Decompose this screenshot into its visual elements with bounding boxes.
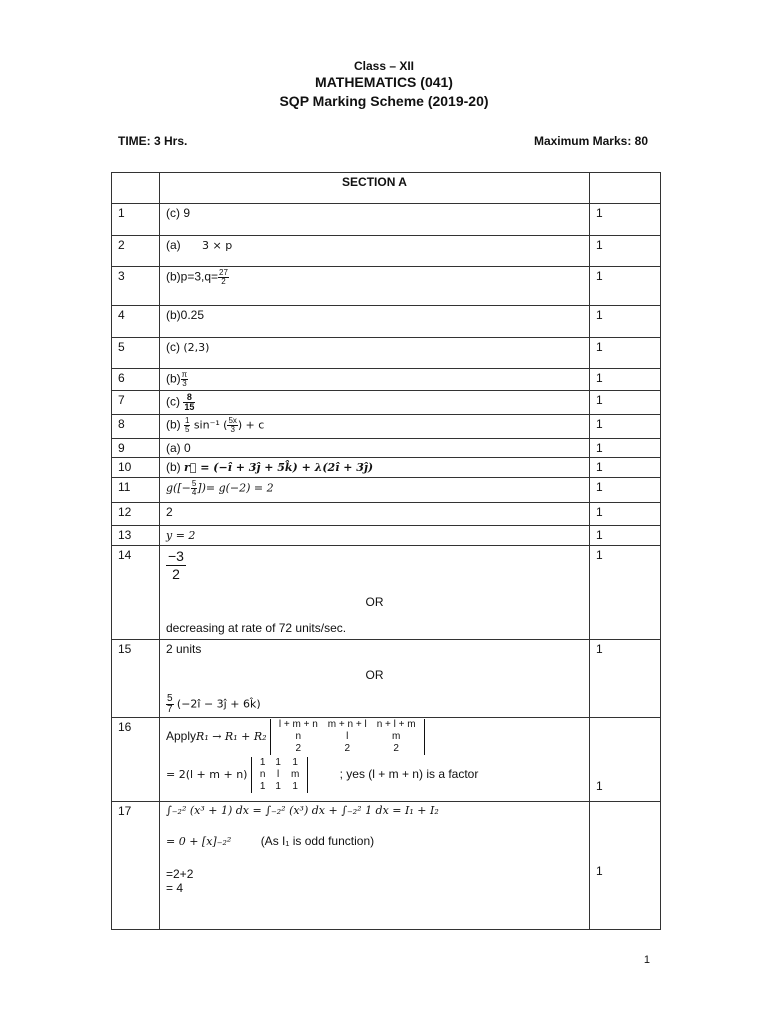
marks-cell: 1 bbox=[590, 546, 661, 640]
table-row bbox=[112, 338, 661, 369]
question-number: 1 bbox=[112, 204, 160, 236]
function-name: sin⁻¹ bbox=[193, 418, 220, 432]
denominator: 4 bbox=[191, 488, 197, 497]
answer-expression: 3 × p bbox=[202, 239, 233, 252]
det-entry: l bbox=[277, 769, 280, 780]
denominator: 2 bbox=[172, 566, 180, 582]
question-number: 5 bbox=[112, 338, 160, 369]
answer-cell bbox=[160, 718, 590, 802]
answer-cell bbox=[160, 236, 590, 267]
marks-cell: 1 bbox=[590, 718, 661, 802]
odd-function-note: (As I₁ is odd function) bbox=[260, 834, 375, 848]
det-entry: n + l + m bbox=[376, 719, 416, 730]
table-row bbox=[112, 391, 661, 415]
table-row bbox=[112, 306, 661, 338]
table-row bbox=[112, 369, 661, 391]
answer-cell bbox=[160, 391, 590, 415]
marks-cell: 1 bbox=[590, 267, 661, 306]
table-row bbox=[112, 718, 661, 802]
answer-cell bbox=[160, 267, 590, 306]
answer-cell bbox=[160, 546, 590, 640]
vector-equation: r⃗ = (−î + 3ĵ + 5k̂) + λ(2î + 3ĵ) bbox=[184, 461, 374, 474]
integral-step: = 0 + [x]₋₂² bbox=[166, 835, 232, 848]
question-number: 12 bbox=[112, 503, 160, 526]
numerator: 5 bbox=[191, 479, 197, 488]
question-number: 3 bbox=[112, 267, 160, 306]
answer-cell bbox=[160, 338, 590, 369]
fraction bbox=[227, 417, 237, 434]
det-entry: n bbox=[259, 769, 266, 780]
question-number: 11 bbox=[112, 478, 160, 503]
section-header-row bbox=[112, 173, 661, 204]
determinant bbox=[251, 757, 308, 793]
numerator: −3 bbox=[168, 548, 184, 564]
table-row bbox=[112, 204, 661, 236]
det-entry: n bbox=[295, 731, 302, 742]
table-row bbox=[112, 458, 661, 478]
marks-cell: 1 bbox=[590, 306, 661, 338]
paren: ( bbox=[223, 418, 228, 432]
answer-option: (b) bbox=[166, 417, 181, 432]
question-number: 8 bbox=[112, 415, 160, 439]
fraction bbox=[184, 417, 190, 434]
marks-cell: 1 bbox=[590, 526, 661, 546]
question-number: 13 bbox=[112, 526, 160, 546]
denominator: 15 bbox=[184, 402, 195, 412]
det-entry: 1 bbox=[275, 781, 281, 792]
denominator: 3 bbox=[182, 379, 187, 388]
table-row bbox=[112, 802, 661, 930]
marks-cell: 1 bbox=[590, 415, 661, 439]
marking-scheme-table bbox=[111, 172, 661, 930]
question-number: 14 bbox=[112, 546, 160, 640]
marks-cell: 1 bbox=[590, 338, 661, 369]
answer-cell bbox=[160, 526, 590, 546]
answer-option: (c) bbox=[166, 394, 180, 409]
marks-cell: 1 bbox=[590, 204, 661, 236]
det-entry: 1 bbox=[259, 781, 266, 792]
det-entry: 2 bbox=[344, 743, 351, 754]
subject-title: MATHEMATICS (041) bbox=[315, 74, 453, 90]
denominator: 7 bbox=[167, 704, 173, 715]
numerator: π bbox=[181, 370, 188, 379]
or-separator: OR bbox=[365, 595, 384, 609]
row-operation: R₁ → R₁ + R₂ bbox=[196, 730, 267, 744]
max-marks-label: Maximum Marks: 80 bbox=[533, 134, 648, 148]
question-number: 15 bbox=[112, 640, 160, 718]
fraction bbox=[166, 548, 186, 583]
table-row bbox=[112, 546, 661, 640]
answer-option: (c) bbox=[166, 340, 180, 354]
marks-cell: 1 bbox=[590, 439, 661, 458]
numerator: 1 bbox=[185, 416, 190, 425]
vector-expression: (−2î − 3ĵ + 6k̂) bbox=[176, 697, 261, 711]
det-entry: 1 bbox=[292, 781, 298, 792]
table-row bbox=[112, 439, 661, 458]
expression-prefix: g([− bbox=[166, 481, 191, 495]
factor-note: ; yes (l + m + n) is a factor bbox=[339, 767, 479, 782]
determinant-grid bbox=[255, 757, 304, 793]
marks-cell: 1 bbox=[590, 640, 661, 718]
expression-suffix: ])= g(−2) = 2 bbox=[197, 481, 274, 495]
det-entry: 1 bbox=[259, 757, 266, 768]
answer-cell: (c) 9 bbox=[160, 204, 590, 236]
answer-cell bbox=[160, 478, 590, 503]
answer-cell bbox=[160, 415, 590, 439]
integral-line: ∫₋₂² (x³ + 1) dx = ∫₋₂² (x³) dx + ∫₋₂² 1 dx = I₁ + I₂ bbox=[166, 804, 439, 817]
question-number: 6 bbox=[112, 369, 160, 391]
answer-option: (b) bbox=[166, 460, 181, 474]
final-result: = 4 bbox=[166, 881, 184, 895]
table-row bbox=[112, 478, 661, 503]
section-title: SECTION A bbox=[160, 173, 590, 204]
apply-label: Apply bbox=[166, 729, 197, 744]
determinant bbox=[270, 719, 425, 755]
numerator: 5x bbox=[228, 416, 237, 425]
question-number: 9 bbox=[112, 439, 160, 458]
or-separator: OR bbox=[365, 668, 384, 682]
sum-step: =2+2 bbox=[166, 867, 194, 881]
alternative-answer: decreasing at rate of 72 units/sec. bbox=[166, 621, 347, 635]
question-number: 7 bbox=[112, 391, 160, 415]
det-entry: 1 bbox=[275, 757, 281, 768]
factored-step: = 2(l + m + n) bbox=[166, 768, 248, 782]
scheme-title: SQP Marking Scheme (2019-20) bbox=[279, 93, 489, 109]
table-row bbox=[112, 526, 661, 546]
question-number: 16 bbox=[112, 718, 160, 802]
marks-cell: 1 bbox=[590, 369, 661, 391]
marks-cell: 1 bbox=[590, 391, 661, 415]
question-number: 10 bbox=[112, 458, 160, 478]
table-row bbox=[112, 640, 661, 718]
det-entry: 2 bbox=[393, 743, 399, 754]
determinant-grid bbox=[274, 719, 421, 755]
question-number: 2 bbox=[112, 236, 160, 267]
answer-cell: (b)0.25 bbox=[160, 306, 590, 338]
answer-text: 2 units bbox=[166, 642, 202, 656]
numerator: 5 bbox=[167, 693, 173, 704]
answer-expression: (2,3) bbox=[183, 341, 210, 354]
fraction bbox=[183, 393, 195, 412]
answer-option: (a) bbox=[166, 238, 181, 252]
table-row bbox=[112, 236, 661, 267]
det-entry: m + n + l bbox=[327, 719, 367, 730]
det-entry: l + m + n bbox=[278, 719, 318, 730]
marks-cell: 1 bbox=[590, 802, 661, 930]
marks-cell: 1 bbox=[590, 458, 661, 478]
fraction bbox=[166, 694, 174, 715]
det-entry: l bbox=[346, 731, 349, 742]
numerator: 27 bbox=[219, 268, 228, 277]
table-row bbox=[112, 415, 661, 439]
class-label: Class – XII bbox=[353, 59, 415, 73]
question-number: 17 bbox=[112, 802, 160, 930]
time-label: TIME: 3 Hrs. bbox=[118, 134, 188, 148]
paren: ) bbox=[237, 418, 243, 432]
answer-cell bbox=[160, 640, 590, 718]
denominator: 2 bbox=[221, 277, 226, 286]
marks-cell: 1 bbox=[590, 236, 661, 267]
fraction bbox=[218, 269, 229, 286]
det-entry: 1 bbox=[292, 757, 298, 768]
det-entry: m bbox=[290, 769, 300, 780]
answer-cell: 2 bbox=[160, 503, 590, 526]
answer-option: (b)p=3,q= bbox=[166, 269, 219, 284]
table-row bbox=[112, 267, 661, 306]
det-entry: m bbox=[391, 731, 401, 742]
page-number: 1 bbox=[643, 954, 650, 966]
answer-expression: y = 2 bbox=[166, 529, 196, 542]
constant-term: + c bbox=[245, 418, 265, 432]
denominator: 5 bbox=[185, 425, 190, 434]
question-number: 4 bbox=[112, 306, 160, 338]
numerator: 8 bbox=[183, 393, 195, 403]
fraction bbox=[181, 371, 189, 388]
table-row bbox=[112, 503, 661, 526]
answer-option: (b) bbox=[166, 371, 181, 386]
answer-cell bbox=[160, 458, 590, 478]
marks-cell: 1 bbox=[590, 503, 661, 526]
denominator: 3 bbox=[230, 425, 235, 434]
det-entry: 2 bbox=[295, 743, 302, 754]
answer-cell bbox=[160, 369, 590, 391]
alternative-answer bbox=[166, 694, 583, 715]
answer-cell: (a) 0 bbox=[160, 439, 590, 458]
answer-cell bbox=[160, 802, 590, 930]
marks-cell: 1 bbox=[590, 478, 661, 503]
